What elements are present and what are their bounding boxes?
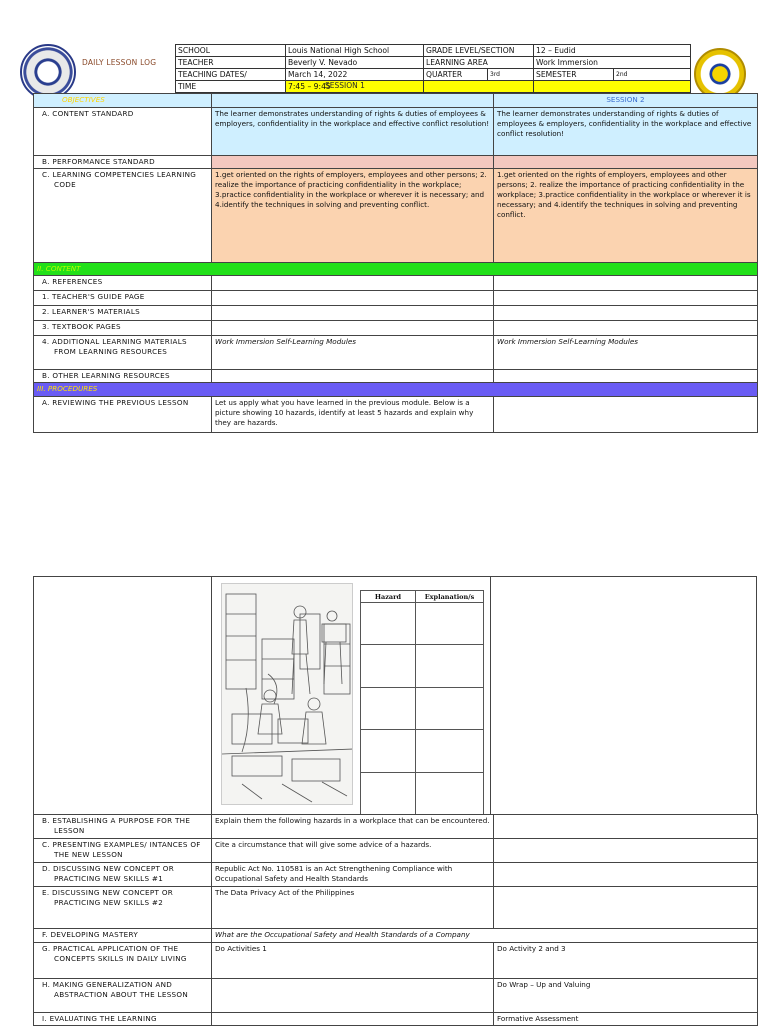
teacher-label: TEACHER: [176, 57, 286, 69]
objectives-table: [33, 93, 758, 433]
school-value: Louis National High School: [286, 45, 424, 57]
daily-lesson-log-title: DAILY LESSON LOG: [82, 58, 157, 67]
content-standard-label: A. CONTENT STANDARD: [34, 108, 212, 156]
generalization-s2: Do Wrap – Up and Valuing: [494, 979, 758, 1013]
new-concept-1-label: D. DISCUSSING NEW CONCEPT OR PRACTICING NEW SKILLS #1: [34, 863, 212, 887]
school-label: SCHOOL: [176, 45, 286, 57]
new-concept-1-s1: Republic Act No. 110581 is an Act Strengthening Compliance with Occupational Safety and Health Standards: [212, 863, 494, 887]
purpose-label: B. ESTABLISHING A PURPOSE FOR THE LESSON: [34, 815, 212, 839]
learning-area-label: LEARNING AREA: [424, 57, 534, 69]
application-label: G. PRACTICAL APPLICATION OF THE CONCEPTS SKILLS IN DAILY LIVING: [34, 943, 212, 979]
session-1-label: SESSION 1: [325, 81, 365, 90]
dates-value: March 14, 2022: [286, 69, 424, 81]
procedures-heading: III. PROCEDURES: [34, 383, 758, 397]
additional-materials-s2: Work Immersion Self-Learning Modules: [494, 336, 758, 370]
competencies-s2: 1.get oriented on the rights of employers, employees and other persons; 2. realize the importance of practicing confidentiality in the workplace; 3.practice confidentiality in the workplace or wherever it is necessary; and 4.identify the techniques in solving and preventing conflict.: [494, 169, 758, 263]
grade-value: 12 – Eudid: [534, 45, 691, 57]
other-resources-label: B. OTHER LEARNING RESOURCES: [34, 370, 212, 383]
application-s1: Do Activities 1: [212, 943, 494, 979]
competencies-s1: 1.get oriented on the rights of employers, employees and other persons; 2. realize the importance of practicing confidentiality in the workplace; 3.practice confidentiality in the workplace or wherever it is necessary; and 4.identify the techniques in solving and preventing conflict.: [212, 169, 494, 263]
content-standard-s1: The learner demonstrates understanding of rights & duties of employees & employers, confidentiality in the workplace and effective conflict resolution!: [212, 108, 494, 156]
generalization-label: H. MAKING GENERALIZATION AND ABSTRACTION ABOUT THE LESSON: [34, 979, 212, 1013]
mastery-label: F. DEVELOPING MASTERY: [34, 929, 212, 943]
semester-label: SEMESTER: [534, 69, 614, 81]
references-label: A. REFERENCES: [34, 276, 212, 291]
application-s2: Do Activity 2 and 3: [494, 943, 758, 979]
evaluation-label: I. EVALUATING THE LEARNING: [34, 1013, 212, 1026]
session-2-label: SESSION 2: [494, 94, 758, 108]
new-concept-2-s1: The Data Privacy Act of the Philippines: [212, 887, 494, 929]
teachers-guide-label: 1. TEACHER'S GUIDE PAGE: [34, 291, 212, 306]
quarter-value: 3rd: [488, 69, 534, 81]
time-value: 7:45 – 9:45: [286, 81, 424, 93]
evaluation-s2: Formative Assessment: [494, 1013, 758, 1026]
grade-label: GRADE LEVEL/SECTION: [424, 45, 534, 57]
hazard-explanation-table: [360, 590, 484, 815]
header-table: [175, 44, 691, 93]
semester-value: 2nd: [614, 69, 691, 81]
objectives-heading: OBJECTIVES: [34, 94, 212, 108]
learning-area-value: Work Immersion: [534, 57, 691, 69]
learners-materials-label: 2. LEARNER'S MATERIALS: [34, 306, 212, 321]
mastery-s1: What are the Occupational Safety and Health Standards of a Company: [212, 929, 758, 943]
additional-materials-label: 4. ADDITIONAL LEARNING MATERIALS FROM LEARNING RESOURCES: [34, 336, 212, 370]
explanation-col-header: Explanation/s: [416, 591, 484, 603]
review-s1: Let us apply what you have learned in the previous module. Below is a picture showing 10 hazards, identify at least 5 hazards and explain why they are hazards.: [212, 397, 494, 433]
content-standard-s2: The learner demonstrates understanding of rights & duties of employees & employers, confidentiality in the workplace and effective conflict resolution!: [494, 108, 758, 156]
time-label: TIME: [176, 81, 286, 93]
competencies-label: C. LEARNING COMPETENCIES LEARNING CODE: [34, 169, 212, 263]
purpose-s1: Explain them the following hazards in a workplace that can be encountered.: [212, 815, 494, 839]
additional-materials-s1: Work Immersion Self-Learning Modules: [212, 336, 494, 370]
procedures-table: [33, 814, 758, 1026]
teacher-value: Beverly V. Nevado: [286, 57, 424, 69]
hazard-col-header: Hazard: [361, 591, 416, 603]
office-hazards-illustration: [221, 583, 353, 805]
textbook-pages-label: 3. TEXTBOOK PAGES: [34, 321, 212, 336]
examples-s1: Cite a circumstance that will give some advice of a hazards.: [212, 839, 494, 863]
dates-label: TEACHING DATES/: [176, 69, 286, 81]
performance-standard-label: B. PERFORMANCE STANDARD: [34, 156, 212, 169]
review-label: A. REVIEWING THE PREVIOUS LESSON: [34, 397, 212, 433]
deped-seal-left: [20, 44, 76, 100]
examples-label: C. PRESENTING EXAMPLES/ INTANCES OF THE NEW LESSON: [34, 839, 212, 863]
content-heading: II. CONTENT: [34, 263, 758, 276]
new-concept-2-label: E. DISCUSSING NEW CONCEPT OR PRACTICING NEW SKILLS #2: [34, 887, 212, 929]
quarter-label: QUARTER: [424, 69, 488, 81]
